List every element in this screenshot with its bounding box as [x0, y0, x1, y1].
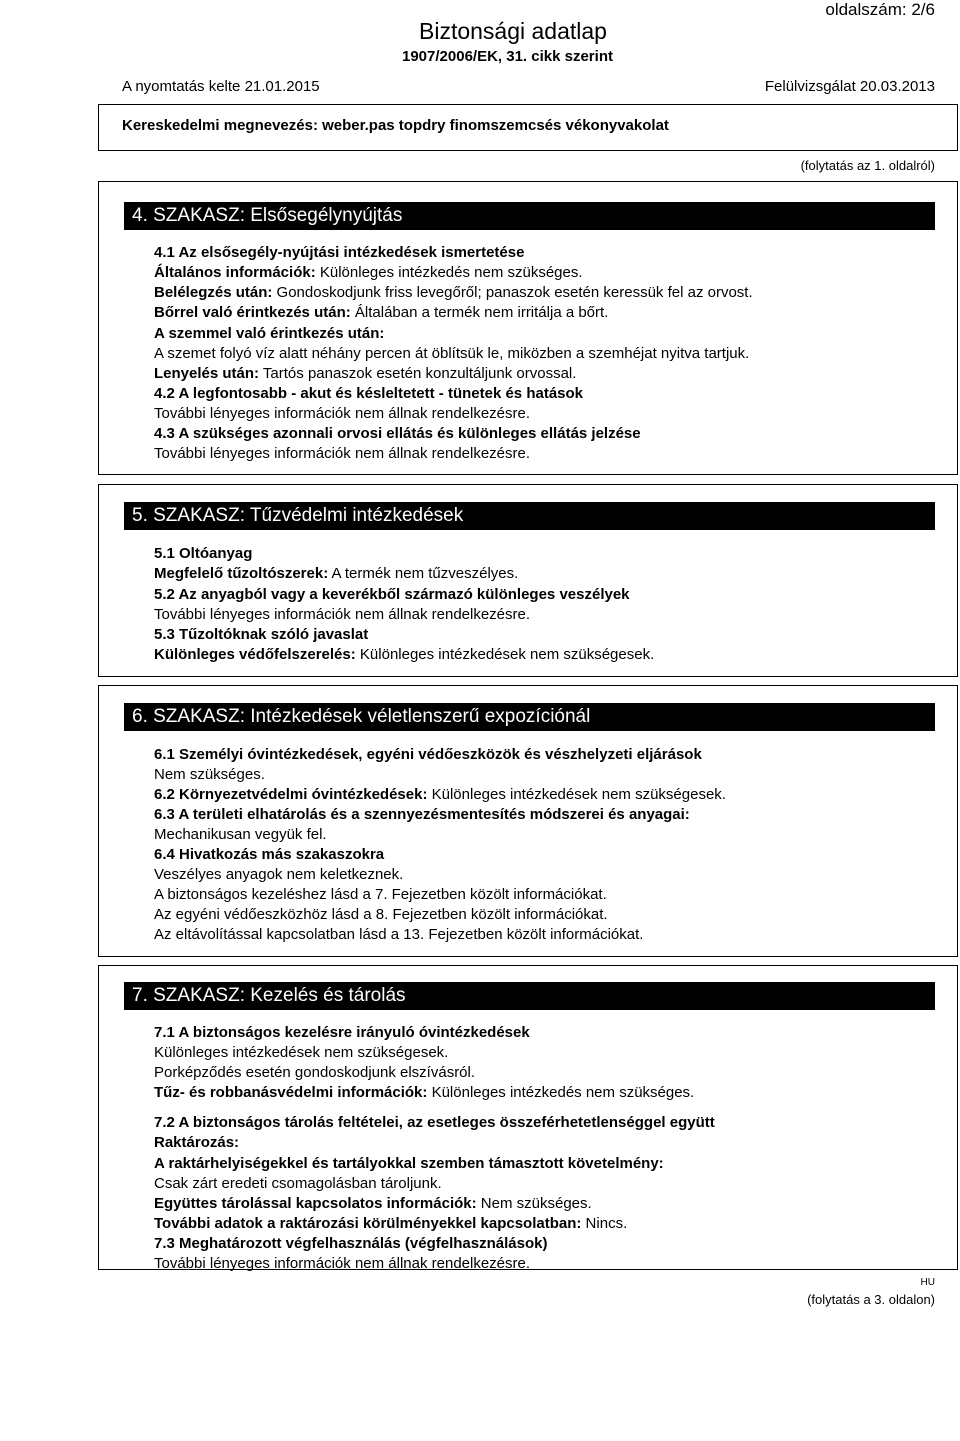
section-7-heading-bar	[124, 982, 935, 1010]
print-date: A nyomtatás kelte 21.01.2015	[122, 78, 320, 95]
s4-eye-label: A szemmel való érintkezés után:	[154, 325, 385, 342]
section-4-heading: 4. SZAKASZ: Elsősegélynyújtás	[132, 205, 403, 226]
s6-6-4-text-2: A biztonságos kezeléshez lásd a 7. Fejezetben közölt információkat.	[154, 886, 607, 903]
s4-skin-text: Általában a termék nem irritálja a bőrt.	[350, 304, 609, 321]
trade-name: Kereskedelmi megnevezés: weber.pas topdry finomszemcsés vékonyvakolat	[122, 117, 669, 134]
s7-storage-label: Raktározás:	[154, 1134, 240, 1151]
s6-environmental	[154, 785, 726, 805]
section-7	[98, 965, 958, 1270]
s6-6-1-text: Nem szükséges.	[154, 766, 265, 783]
section-5-heading-bar	[124, 502, 935, 530]
s4-4-3-text: További lényeges információk nem állnak rendelkezésre.	[154, 445, 531, 462]
s4-skin-label: Bőrrel való érintkezés után:	[154, 304, 351, 321]
language-code: HU	[920, 1277, 935, 1288]
s7-joint-storage-text: Nem szükséges.	[476, 1195, 592, 1212]
s7-further-storage	[154, 1214, 627, 1234]
s5-5-2-text: További lényeges információk nem állnak rendelkezésre.	[154, 606, 531, 623]
s7-storage-requirements: A raktárhelyiségekkel és tartályokkal szemben támasztott követelmény:	[154, 1155, 664, 1172]
s5-subheading-5-2: 5.2 Az anyagból vagy a keverékből származó különleges veszélyek	[154, 586, 630, 603]
section-5	[98, 484, 958, 677]
s5-protective-label: Különleges védőfelszerelés:	[154, 646, 356, 663]
s4-general-info-label: Általános információk:	[154, 264, 316, 281]
s5-subheading-5-3: 5.3 Tűzoltóknak szóló javaslat	[154, 626, 369, 643]
section-7-heading: 7. SZAKASZ: Kezelés és tárolás	[132, 985, 406, 1006]
s7-7-1-text-1: Különleges intézkedések nem szükségesek.	[154, 1044, 449, 1061]
section-6	[98, 685, 958, 957]
s6-environmental-label: 6.2 Környezetvédelmi óvintézkedések:	[154, 786, 428, 803]
s7-further-storage-text: Nincs.	[581, 1215, 628, 1232]
s7-further-storage-label: További adatok a raktározási körülményekkel kapcsolatban:	[154, 1215, 582, 1232]
s5-protective-text: Különleges intézkedések nem szükségesek.	[355, 646, 655, 663]
section-4	[98, 181, 958, 475]
s5-protective	[154, 645, 654, 665]
s5-extinguishing	[154, 564, 518, 584]
s6-subheading-6-1: 6.1 Személyi óvintézkedések, egyéni védőeszközök és vészhelyzeti eljárások	[154, 746, 702, 763]
s5-extinguishing-text: A termék nem tűzveszélyes.	[328, 565, 519, 582]
continued-to: (folytatás a 3. oldalon)	[807, 1292, 935, 1307]
s6-subheading-6-4: 6.4 Hivatkozás más szakaszokra	[154, 846, 385, 863]
section-4-heading-bar	[124, 202, 935, 230]
s4-ingestion	[154, 364, 576, 384]
s7-subheading-7-2: 7.2 A biztonságos tárolás feltételei, az esetleges összeférhetetlenséggel együtt	[154, 1114, 715, 1131]
s4-inhalation-text: Gondoskodjunk friss levegőről; panaszok esetén keressük fel az orvost.	[272, 284, 753, 301]
continued-from: (folytatás az 1. oldalról)	[800, 158, 935, 173]
s4-subheading-4-2: 4.2 A legfontosabb - akut és késleltetett - tünetek és hatások	[154, 385, 584, 402]
s4-subheading-4-1: 4.1 Az elsősegély-nyújtási intézkedések ismertetése	[154, 244, 525, 261]
s5-extinguishing-label: Megfelelő tűzoltószerek:	[154, 565, 329, 582]
s6-subheading-6-3: 6.3 A területi elhatárolás és a szennyezésmentesítés módszerei és anyagai:	[154, 806, 690, 823]
s6-environmental-text: Különleges intézkedések nem szükségesek.	[427, 786, 726, 803]
s6-6-4-text-1: Veszélyes anyagok nem keletkeznek.	[154, 866, 404, 883]
s7-7-3-text: További lényeges információk nem állnak rendelkezésre.	[154, 1255, 531, 1272]
s4-eye-text: A szemet folyó víz alatt néhány percen át öblítsük le, miközben a szemhéjat nyitva tartjuk.	[154, 345, 750, 362]
section-6-heading-bar	[124, 703, 935, 731]
page-number: oldalszám: 2/6	[825, 0, 935, 19]
s7-joint-storage-label: Együttes tárolással kapcsolatos információk:	[154, 1195, 477, 1212]
s6-6-4-text-3: Az egyéni védőeszközhöz lásd a 8. Fejezetben közölt információkat.	[154, 906, 608, 923]
section-6-heading: 6. SZAKASZ: Intézkedések véletlenszerű expozíciónál	[132, 706, 591, 727]
document-title: Biztonsági adatlap	[419, 18, 607, 44]
s4-ingestion-text: Tartós panaszok esetén konzultáljunk orvossal.	[259, 365, 577, 382]
s7-joint-storage	[154, 1194, 592, 1214]
s7-storage-text: Csak zárt eredeti csomagolásban tároljunk.	[154, 1175, 442, 1192]
s4-inhalation	[154, 283, 753, 303]
revision-date: Felülvizsgálat 20.03.2013	[764, 78, 935, 95]
s7-7-1-text-2: Porképződés esetén gondoskodjunk elszívásról.	[154, 1064, 476, 1081]
s7-fire-explosion-text: Különleges intézkedés nem szükséges.	[427, 1084, 695, 1101]
s4-general-info	[154, 263, 583, 283]
s6-6-3-text: Mechanikusan vegyük fel.	[154, 826, 327, 843]
s7-fire-explosion-label: Tűz- és robbanásvédelmi információk:	[154, 1084, 428, 1101]
s4-inhalation-label: Belélegzés után:	[154, 284, 273, 301]
s4-skin	[154, 303, 608, 323]
document-subtitle: 1907/2006/EK, 31. cikk szerint	[402, 48, 613, 65]
s4-general-info-text: Különleges intézkedés nem szükséges.	[315, 264, 583, 281]
s5-subheading-5-1: 5.1 Oltóanyag	[154, 545, 253, 562]
s7-subheading-7-1: 7.1 A biztonságos kezelésre irányuló óvintézkedések	[154, 1024, 530, 1041]
s4-ingestion-label: Lenyelés után:	[154, 365, 260, 382]
s7-fire-explosion	[154, 1083, 694, 1103]
s4-subheading-4-3: 4.3 A szükséges azonnali orvosi ellátás és különleges ellátás jelzése	[154, 425, 641, 442]
section-5-heading: 5. SZAKASZ: Tűzvédelmi intézkedések	[132, 505, 464, 526]
s7-subheading-7-3: 7.3 Meghatározott végfelhasználás (végfelhasználások)	[154, 1235, 548, 1252]
s6-6-4-text-4: Az eltávolítással kapcsolatban lásd a 13. Fejezetben közölt információkat.	[154, 926, 644, 943]
s4-4-2-text: További lényeges információk nem állnak rendelkezésre.	[154, 405, 531, 422]
